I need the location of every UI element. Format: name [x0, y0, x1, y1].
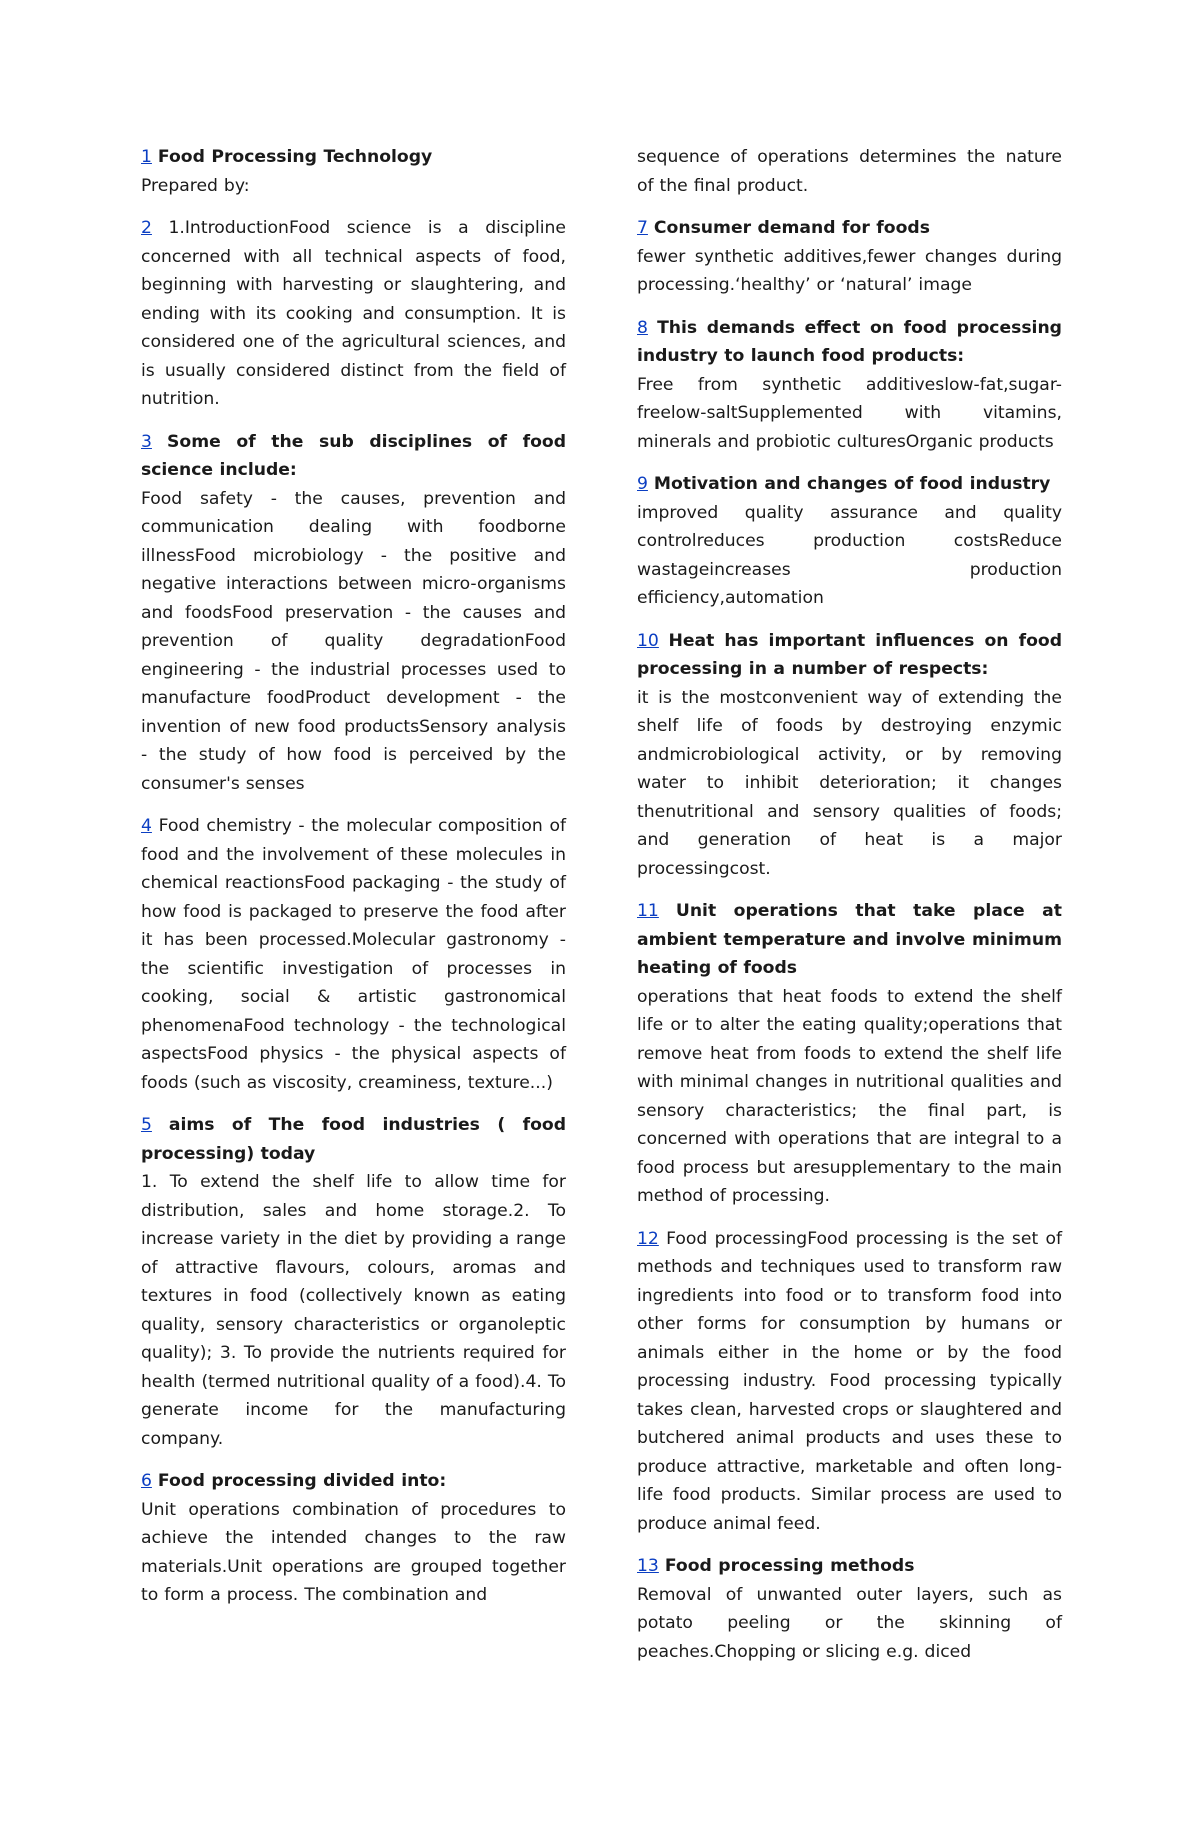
slide-heading: This demands effect on food processing industry to launch food products: [637, 317, 1062, 366]
slide-body: Prepared by: [141, 175, 250, 196]
slide-body: 1. To extend the shelf life to allow time for distribution, sales and home storage.2. To increase variety in the diet by providing a range of attractive flavours, colours, aromas and textures in food (collectively known as eating quality, sensory characteristics or organoleptic quality); 3. To provide the nutrients required for health (termed nutritional quality of a food).4. To generate income for the manufacturing company. [141, 1172, 566, 1449]
slide-number-link[interactable]: 2 [141, 218, 152, 238]
slide-heading: Some of the sub disciplines of food science include: [141, 431, 566, 480]
slide-number-link[interactable]: 5 [141, 1115, 152, 1135]
slide-block [141, 143, 566, 200]
right-column [637, 143, 1062, 1680]
slide-body: operations that heat foods to extend the shelf life or to alter the eating quality;operations that remove heat from foods to extend the shelf life with minimal changes in nutritional qualities and sensory characteristics; the final part, is concerned with operations that are integral to a food process but aresupplementary to the main method of processing. [637, 986, 1062, 1206]
slide-block [637, 897, 1062, 1211]
slide-text [141, 812, 566, 1097]
slide-block [637, 1552, 1062, 1666]
slide-block [141, 428, 566, 799]
slide-heading: Unit operations that take place at ambient temperature and involve minimum heating of foods [637, 901, 1062, 978]
slide-block [637, 470, 1062, 613]
slide-heading: Motivation and changes of food industry [653, 474, 1051, 494]
slide-heading: Heat has important influences on food processing in a number of respects: [637, 630, 1062, 679]
slide-block [141, 812, 566, 1097]
slide-number-link[interactable]: 4 [141, 816, 152, 836]
slide-body: Unit operations combination of procedures to achieve the intended changes to the raw materials.Unit operations are grouped together to form a process. The combination and [141, 1499, 566, 1605]
slide-number-link[interactable]: 7 [637, 218, 648, 238]
slide-block [637, 627, 1062, 884]
slide-text [141, 214, 566, 414]
slide-block [637, 1225, 1062, 1539]
slide-body: 1.IntroductionFood science is a discipline concerned with all technical aspects of food, beginning with harvesting or slaughtering, and ending with its cooking and consumption. It is considered one of the agricultural sciences, and is usually considered distinct from the field of nutrition. [141, 218, 566, 409]
slide-body: it is the mostconvenient way of extending the shelf life of foods by destroying enzymic andmicrobiological activity, or by removing water to inhibit deterioration; it changes thenutritional and sensory qualities of foods; and generation of heat is a major processingcost. [637, 687, 1062, 879]
slide-text [637, 214, 1062, 300]
slide-body: Food chemistry - the molecular composition of food and the involvement of these molecules in chemical reactionsFood packaging - the study of how food is packaged to preserve the food after it has been processed.Molecular gastronomy - the scientific investigation of processes in cooking, social & artistic gastronomical phenomenaFood technology - the technological aspectsFood physics - the physical aspects of foods (such as viscosity, creaminess, texture...) [141, 816, 567, 1093]
slide-block [141, 1467, 566, 1610]
slide-number-link[interactable]: 1 [141, 147, 152, 167]
slide-number-link[interactable]: 12 [637, 1228, 659, 1249]
slide-text [637, 627, 1062, 884]
slide-text [637, 143, 1062, 200]
slide-block [637, 143, 1062, 200]
slide-heading: Food Processing Technology [157, 147, 433, 167]
slide-number-link[interactable]: 8 [637, 317, 648, 338]
slide-text [141, 428, 566, 799]
slide-heading: Consumer demand for foods [653, 218, 930, 238]
slide-heading: Food processing divided into: [157, 1471, 447, 1491]
slide-text [637, 1552, 1062, 1666]
slide-text [637, 1225, 1062, 1539]
slide-number-link[interactable]: 13 [637, 1556, 659, 1576]
slide-number-link[interactable]: 9 [637, 474, 648, 494]
slide-text [637, 897, 1062, 1211]
left-column [141, 143, 566, 1624]
slide-body: Food processingFood processing is the set of methods and techniques used to transform raw ingredients into food or to transform food into other forms for consumption by humans or animals either in the home or by the food processing industry. Food processing typically takes clean, harvested crops or slaughtered and butchered animal products and uses these to produce attractive, marketable and often long-life food products. Similar process are used to produce animal feed. [637, 1228, 1063, 1534]
slide-number-link[interactable]: 3 [141, 431, 152, 452]
slide-text [637, 470, 1062, 613]
slide-body: improved quality assurance and quality controlreduces production costsReduce wastageincreases production efficiency,automation [637, 502, 1062, 608]
slide-block [141, 1111, 566, 1453]
slide-body: Food safety - the causes, prevention and communication dealing with foodborne illnessFood microbiology - the positive and negative interactions between micro-organisms and foodsFood preservation - the causes and prevention of quality degradationFood engineering - the industrial processes used to manufacture foodProduct development - the invention of new food productsSensory analysis - the study of how food is perceived by the consumer's senses [141, 488, 566, 794]
slide-heading: aims of The food industries ( food processing) today [141, 1115, 567, 1164]
slide-text [141, 143, 566, 200]
slide-text [637, 314, 1062, 457]
slide-body: fewer synthetic additives,fewer changes during processing.‘healthy’ or ‘natural’ image [637, 246, 1062, 295]
slide-block [141, 214, 566, 414]
slide-body: Free from synthetic additiveslow-fat,sugar-freelow-saltSupplemented with vitamins, minerals and probiotic culturesOrganic products [637, 374, 1062, 452]
slide-body: Removal of unwanted outer layers, such as potato peeling or the skinning of peaches.Chopping or slicing e.g. diced [637, 1584, 1062, 1662]
slide-number-link[interactable]: 10 [637, 630, 659, 651]
slide-number-link[interactable]: 11 [637, 901, 659, 921]
slide-text [141, 1467, 566, 1610]
slide-text [141, 1111, 566, 1453]
slide-number-link[interactable]: 6 [141, 1471, 152, 1491]
slide-block [637, 314, 1062, 457]
slide-body: sequence of operations determines the nature of the final product. [637, 147, 1062, 196]
slide-heading: Food processing methods [664, 1556, 915, 1576]
slide-block [637, 214, 1062, 300]
